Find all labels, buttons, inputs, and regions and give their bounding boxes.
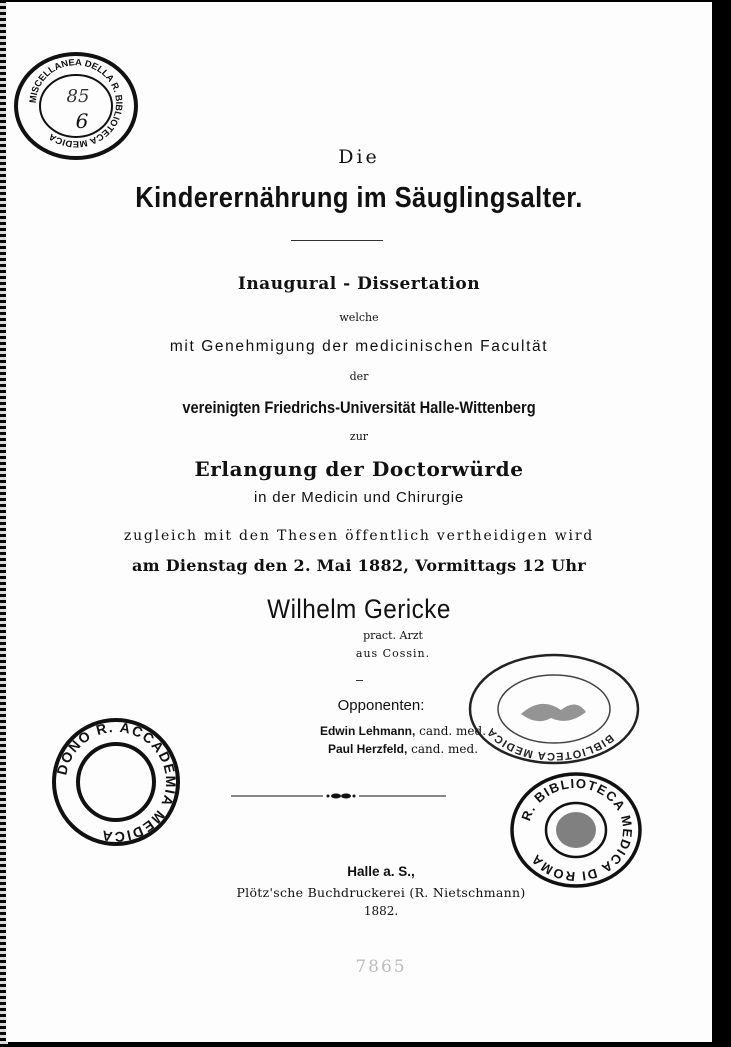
publication-place: Halle a. S., <box>347 864 415 879</box>
stamp-biblioteca-oval <box>466 652 642 766</box>
author-name: Wilhelm Gericke <box>267 594 451 624</box>
text-der: der <box>349 370 369 383</box>
university-name: vereinigten Friedrichs-Universität Halle-Wittenberg <box>182 398 536 417</box>
heading-die: Die <box>338 146 380 168</box>
opponents-heading: Opponenten: <box>337 697 425 714</box>
faint-mark: 7865 <box>355 957 407 977</box>
opponent-2-name: Paul Herzfeld, <box>327 742 408 756</box>
dissertation-label: Inaugural - Dissertation <box>237 274 481 294</box>
stamp-text-dono: DONO R. ACCADEMIA MEDICA <box>53 718 180 846</box>
author-profession: pract. Arzt <box>363 629 423 642</box>
title-rule <box>291 240 383 241</box>
degree-title: Erlangung der Doctorwürde <box>194 457 524 481</box>
document-title: Kinderernährung im Säuglingsalter. <box>135 182 583 214</box>
defense-text: zugleich mit den Thesen öffentlich vertheidigen wird <box>123 528 595 544</box>
ornamental-divider <box>231 792 446 800</box>
stamp-text-oval: BIBLIOTECA MEDICA <box>484 724 616 763</box>
text-zur: zur <box>349 430 369 443</box>
author-origin: aus Cossin. <box>355 647 431 660</box>
printer-name: Plötz'sche Buchdruckerei (R. Nietschmann) <box>236 885 526 900</box>
scan-edge-right <box>712 0 731 1047</box>
stamp-number-top: 85 <box>66 86 90 107</box>
opponent-1-name: Edwin Lehmann, <box>319 724 416 738</box>
text-welche: welche <box>339 311 379 324</box>
stamp-text-roma: R. BIBLIOTECA MEDICA DI ROMA <box>518 775 636 885</box>
stamp-number-bottom: 6 <box>75 109 89 133</box>
title-page <box>6 2 712 1042</box>
short-dash <box>356 680 363 681</box>
text-genehmigung: mit Genehmigung der medicinischen Facultät <box>169 338 549 355</box>
opponent-1-title: cand. med. <box>419 724 487 738</box>
publication-year: 1882. <box>363 904 399 918</box>
degree-field: in der Medicin und Chirurgie <box>254 489 464 506</box>
opponent-2-title: cand. med. <box>411 742 479 756</box>
stamp-text-top-left: MISCELLANEA DELLA R. BIBLIOTECA MEDICA <box>27 57 125 150</box>
defense-date: am Dienstag den 2. Mai 1882, Vormittags 12 Uhr <box>131 556 587 575</box>
stamp-dono-accademia <box>48 714 184 850</box>
